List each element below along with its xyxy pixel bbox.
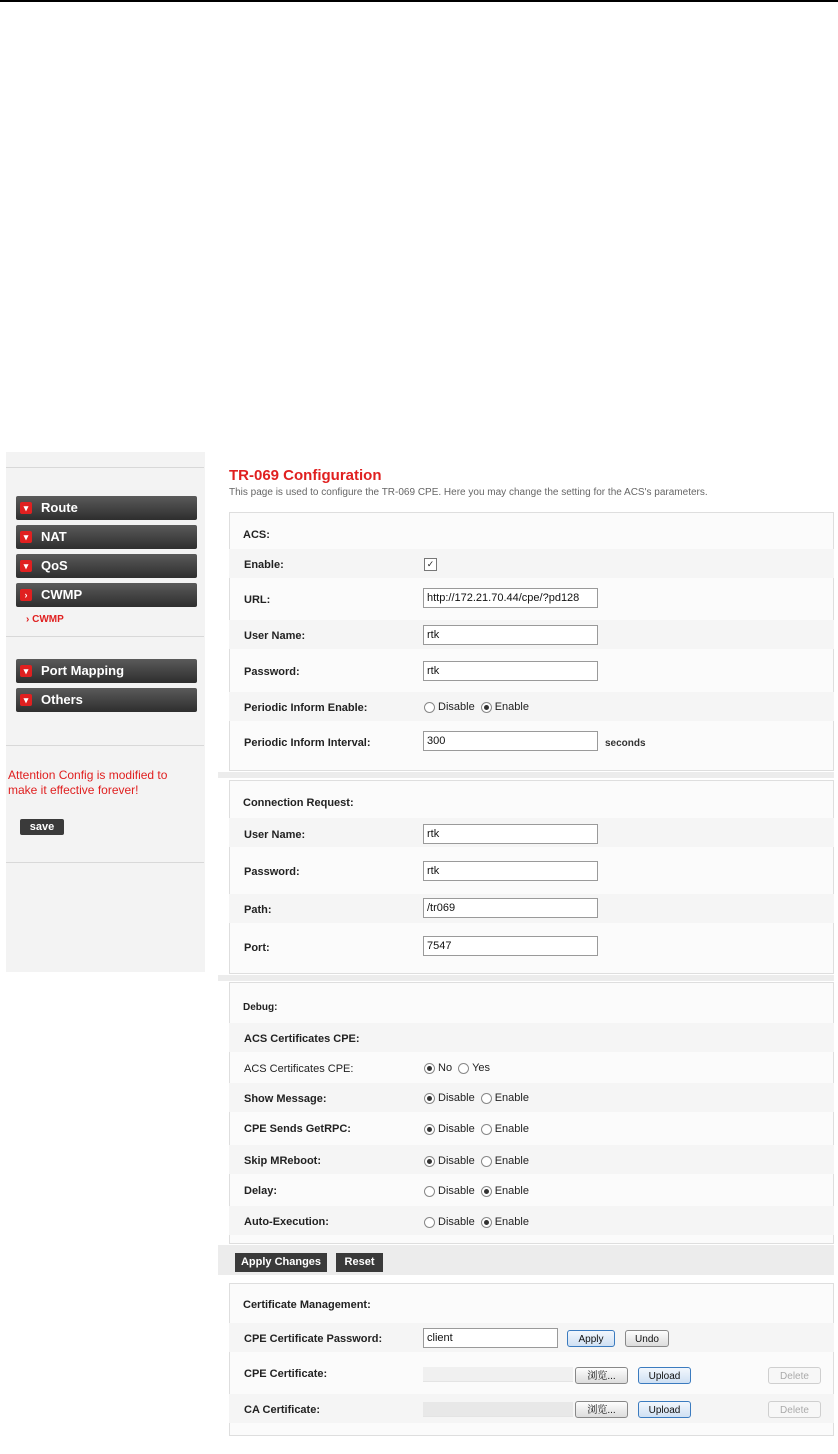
radio-label: Enable <box>494 1123 529 1135</box>
ca-cert-upload-button[interactable]: Upload <box>638 1401 691 1418</box>
skip-mreboot-enable-radio[interactable] <box>481 1156 492 1167</box>
sidebar-item-label: CWMP <box>41 587 83 602</box>
auto-exec-label: Auto-Execution: <box>244 1216 329 1228</box>
periodic-interval-input[interactable]: 300 <box>423 731 598 751</box>
sidebar-item-label: Others <box>41 692 83 707</box>
periodic-disable-radio[interactable] <box>424 702 435 713</box>
page-title: TR-069 Configuration <box>229 467 382 484</box>
sidebar-item-qos[interactable] <box>16 554 197 578</box>
acs-username-label: User Name: <box>244 630 306 642</box>
radio-label: Yes <box>472 1062 491 1074</box>
radio-label: Enable <box>494 701 529 713</box>
chevron-down-icon: ▾ <box>20 665 32 677</box>
connection-heading: Connection Request: <box>243 797 354 809</box>
ca-cert-delete-button[interactable]: Delete <box>768 1401 821 1418</box>
auto-exec-radio-group <box>424 1216 529 1228</box>
sidebar-item-label: NAT <box>41 529 67 544</box>
sidebar-item-route[interactable] <box>16 496 197 520</box>
sidebar-divider <box>6 745 204 746</box>
sidebar-divider <box>6 636 204 637</box>
sidebar-subitem-cwmp[interactable]: › CWMP <box>26 614 64 625</box>
debug-panel <box>229 982 834 1244</box>
auto-exec-enable-radio[interactable] <box>481 1217 492 1228</box>
acs-username-input[interactable]: rtk <box>423 625 598 645</box>
cert-undo-button[interactable]: Undo <box>625 1330 669 1347</box>
acs-cert-no-radio[interactable] <box>424 1063 435 1074</box>
interval-unit: seconds <box>605 738 646 749</box>
sidebar-item-port-mapping[interactable] <box>16 659 197 683</box>
radio-label: Disable <box>438 1123 475 1135</box>
sidebar-divider <box>6 862 204 863</box>
conn-password-input[interactable]: rtk <box>423 861 598 881</box>
cpe-cert-file-field[interactable] <box>423 1367 573 1382</box>
acs-cert-yes-radio[interactable] <box>458 1063 469 1074</box>
periodic-enable-radio[interactable] <box>481 702 492 713</box>
sidebar-item-label: QoS <box>41 558 68 573</box>
acs-enable-checkbox[interactable]: ✓ <box>424 558 437 571</box>
sidebar-item-label: Port Mapping <box>41 663 125 678</box>
conn-port-input[interactable]: 7547 <box>423 936 598 956</box>
conn-username-input[interactable]: rtk <box>423 824 598 844</box>
top-rule <box>0 0 838 2</box>
skip-mreboot-radio-group <box>424 1155 529 1167</box>
acs-enable-row <box>229 549 834 578</box>
cpe-sends-radio-group <box>424 1123 529 1135</box>
acs-cert-label: ACS Certificates CPE: <box>244 1063 354 1075</box>
cpe-sends-label: CPE Sends GetRPC: <box>244 1123 351 1135</box>
acs-cert-heading: ACS Certificates CPE: <box>244 1033 360 1045</box>
attention-message: Attention Config is modified to make it effective forever! <box>8 768 168 797</box>
acs-url-label: URL: <box>244 594 271 606</box>
chevron-down-icon: ▾ <box>20 560 32 572</box>
sidebar-item-others[interactable] <box>16 688 197 712</box>
periodic-interval-label: Periodic Inform Interval: <box>244 737 371 749</box>
cpe-sends-disable-radio[interactable] <box>424 1124 435 1135</box>
cpe-cert-delete-button[interactable]: Delete <box>768 1367 821 1384</box>
sidebar-item-label: Route <box>41 500 78 515</box>
page-description: This page is used to configure the TR-069 CPE. Here you may change the setting for the ACS's parameters. <box>229 487 708 498</box>
radio-label: Disable <box>438 1216 475 1228</box>
acs-password-label: Password: <box>244 666 300 678</box>
conn-password-label: Password: <box>244 866 300 878</box>
panel-separator <box>218 772 834 778</box>
reset-button[interactable]: Reset <box>336 1253 383 1272</box>
ca-cert-browse-button[interactable]: 浏览... <box>575 1401 628 1418</box>
ca-cert-file-field[interactable] <box>423 1402 573 1417</box>
cpe-sends-enable-radio[interactable] <box>481 1124 492 1135</box>
radio-label: Disable <box>438 1155 475 1167</box>
delay-disable-radio[interactable] <box>424 1186 435 1197</box>
acs-enable-label: Enable: <box>244 559 284 571</box>
sidebar-divider <box>6 467 204 468</box>
acs-heading: ACS: <box>243 529 270 541</box>
delay-radio-group <box>424 1185 529 1197</box>
apply-changes-button[interactable]: Apply Changes <box>235 1253 327 1272</box>
conn-path-label: Path: <box>244 904 272 916</box>
chevron-right-icon: › <box>20 589 32 601</box>
acs-cert-radio-group <box>424 1062 490 1074</box>
ca-cert-label: CA Certificate: <box>244 1404 320 1416</box>
show-message-radio-group <box>424 1092 529 1104</box>
radio-label: Enable <box>494 1155 529 1167</box>
radio-label: Enable <box>494 1185 529 1197</box>
skip-mreboot-label: Skip MReboot: <box>244 1155 321 1167</box>
sidebar-item-nat[interactable] <box>16 525 197 549</box>
chevron-down-icon: ▾ <box>20 502 32 514</box>
radio-label: Enable <box>494 1216 529 1228</box>
radio-label: No <box>438 1062 453 1074</box>
cpe-cert-password-label: CPE Certificate Password: <box>244 1333 383 1345</box>
radio-label: Disable <box>438 1092 475 1104</box>
cpe-cert-browse-button[interactable]: 浏览... <box>575 1367 628 1384</box>
periodic-enable-radio-group <box>424 701 529 713</box>
show-message-disable-radio[interactable] <box>424 1093 435 1104</box>
conn-path-input[interactable]: /tr069 <box>423 898 598 918</box>
conn-port-label: Port: <box>244 942 270 954</box>
cpe-cert-label: CPE Certificate: <box>244 1368 328 1380</box>
acs-url-input[interactable]: http://172.21.70.44/cpe/?pd128 <box>423 588 598 608</box>
skip-mreboot-disable-radio[interactable] <box>424 1156 435 1167</box>
auto-exec-disable-radio[interactable] <box>424 1217 435 1228</box>
show-message-enable-radio[interactable] <box>481 1093 492 1104</box>
delay-enable-radio[interactable] <box>481 1186 492 1197</box>
radio-label: Disable <box>438 701 475 713</box>
cert-heading: Certificate Management: <box>243 1299 371 1311</box>
acs-password-input[interactable]: rtk <box>423 661 598 681</box>
cert-apply-button[interactable]: Apply <box>567 1330 615 1347</box>
periodic-enable-label: Periodic Inform Enable: <box>244 702 368 714</box>
save-button[interactable]: save <box>20 819 64 835</box>
sidebar-item-cwmp[interactable] <box>16 583 197 607</box>
delay-label: Delay: <box>244 1185 278 1197</box>
conn-username-label: User Name: <box>244 829 306 841</box>
chevron-down-icon: ▾ <box>20 531 32 543</box>
panel-separator <box>218 975 834 981</box>
cpe-cert-password-input[interactable]: client <box>423 1328 558 1348</box>
debug-heading: Debug: <box>243 1002 278 1013</box>
show-message-label: Show Message: <box>244 1093 327 1105</box>
cpe-cert-upload-button[interactable]: Upload <box>638 1367 691 1384</box>
sidebar-subitem-label: CWMP <box>32 614 64 625</box>
radio-label: Disable <box>438 1185 475 1197</box>
radio-label: Enable <box>494 1092 529 1104</box>
chevron-down-icon: ▾ <box>20 694 32 706</box>
